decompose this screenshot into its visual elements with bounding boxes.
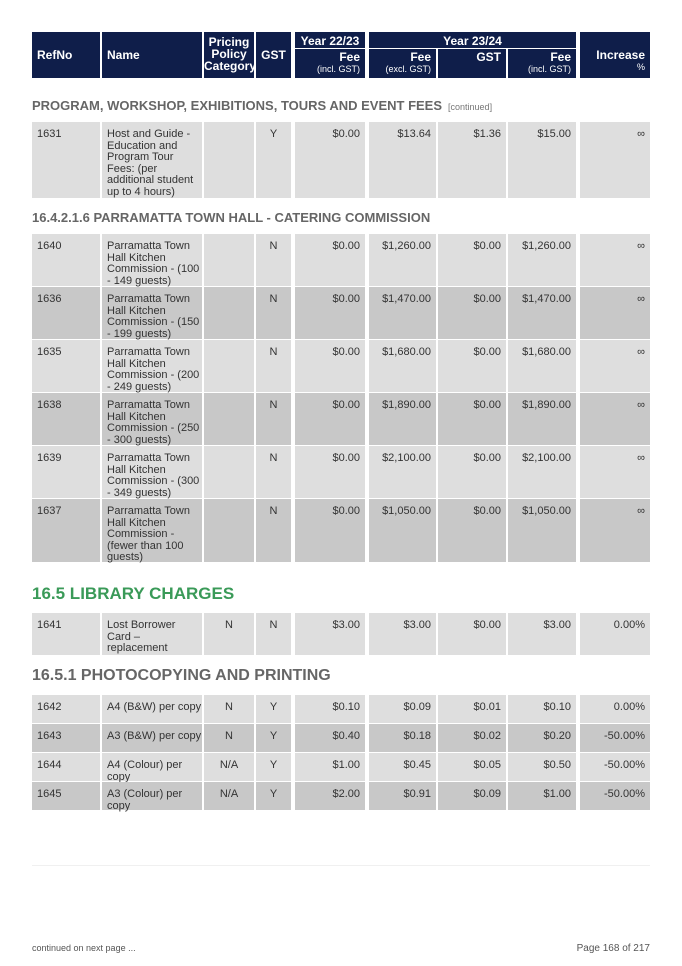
section-title-library-text: 16.5 LIBRARY CHARGES [32,584,235,603]
header-gst-label: GST [261,48,286,62]
cell-name: A4 (Colour) per copy [102,753,202,781]
cell-ref: 1639 [32,446,100,498]
cell-gstamt: $0.00 [438,340,506,392]
cell-ref: 1636 [32,287,100,339]
section-title-program-text: PROGRAM, WORKSHOP, EXHIBITIONS, TOURS AND EVENT FEES [32,98,443,113]
header-fee-incl [508,49,576,78]
cell-excl: $0.45 [369,753,436,781]
cell-name: A3 (B&W) per copy [102,724,202,752]
cell-incl: $15.00 [508,122,576,198]
cell-name: Parramatta Town Hall Kitchen Commission - (250 - 300 guests) [102,393,202,445]
cell-excl: $13.64 [369,122,436,198]
cell-gstamt: $1.36 [438,122,506,198]
cell-name: Parramatta Town Hall Kitchen Commission - (150 - 199 guests) [102,287,202,339]
cell-fee2223: $0.00 [295,393,365,445]
cell-gstamt: $0.00 [438,234,506,286]
section-title-program [32,98,492,113]
cell-ppc [204,287,254,339]
cell-inc: ∞ [580,234,650,286]
cell-ppc: N [204,613,254,655]
cell-name: A4 (B&W) per copy [102,695,202,723]
cell-gst: Y [256,782,291,810]
cell-gst: Y [256,122,291,198]
cell-ref: 1645 [32,782,100,810]
cell-ref: 1640 [32,234,100,286]
cell-ppc [204,122,254,198]
cell-ppc [204,340,254,392]
cell-gst: N [256,446,291,498]
cell-fee2223: $1.00 [295,753,365,781]
header-pricing-l2: Policy [211,47,247,61]
cell-gst: N [256,234,291,286]
header-fee-2223 [295,49,365,78]
header-pricing-policy [204,32,257,78]
cell-incl: $2,100.00 [508,446,576,498]
cell-fee2223: $0.00 [295,499,365,562]
cell-gst: N [256,393,291,445]
cell-incl: $0.20 [508,724,576,752]
cell-fee2223: $0.00 [295,122,365,198]
cell-gst: Y [256,695,291,723]
cell-gst: N [256,340,291,392]
section-title-photocopying [32,667,331,685]
continued-label: [continued] [448,102,493,112]
cell-excl: $1,260.00 [369,234,436,286]
cell-inc: ∞ [580,340,650,392]
header-fee-2223-sub: (incl. GST) [316,64,360,74]
header-pricing-l3: Category [204,59,257,73]
cell-gst: N [256,287,291,339]
cell-gstamt: $0.01 [438,695,506,723]
cell-excl: $0.91 [369,782,436,810]
cell-ppc: N/A [204,782,254,810]
cell-excl: $1,890.00 [369,393,436,445]
cell-ppc: N [204,724,254,752]
cell-inc: ∞ [580,393,650,445]
header-gst [256,32,291,78]
cell-excl: $0.18 [369,724,436,752]
cell-excl: $0.09 [369,695,436,723]
header-increase [580,32,650,78]
cell-gstamt: $0.00 [438,499,506,562]
cell-ref: 1642 [32,695,100,723]
header-year-2324-label: Year 23/24 [443,34,502,48]
cell-incl: $1,050.00 [508,499,576,562]
header-increase-label: Increase [596,48,645,62]
cell-ref: 1644 [32,753,100,781]
header-year-2223 [295,32,365,48]
header-pricing-l1: Pricing [208,35,250,49]
cell-inc: ∞ [580,499,650,562]
cell-gst: N [256,499,291,562]
cell-excl: $1,680.00 [369,340,436,392]
cell-incl: $3.00 [508,613,576,655]
cell-inc: 0.00% [580,613,650,655]
header-refno-label: RefNo [37,48,73,62]
cell-incl: $1.00 [508,782,576,810]
cell-gstamt: $0.09 [438,782,506,810]
cell-name: Host and Guide - Education and Program Tour Fees: (per additional student up to 4 hours) [102,122,202,198]
header-fee-2223-label: Fee [339,50,360,64]
cell-inc: ∞ [580,287,650,339]
cell-ppc [204,234,254,286]
cell-gstamt: $0.00 [438,446,506,498]
cell-fee2223: $0.00 [295,234,365,286]
cell-name: Lost Borrower Card – replacement [102,613,202,655]
header-increase-sub: % [636,62,645,72]
cell-inc: -50.00% [580,724,650,752]
divider [32,865,650,866]
cell-gstamt: $0.00 [438,287,506,339]
cell-ref: 1635 [32,340,100,392]
cell-fee2223: $0.00 [295,446,365,498]
cell-fee2223: $0.10 [295,695,365,723]
header-name-label: Name [107,48,140,62]
cell-gst: Y [256,724,291,752]
footer-page-number: Page 168 of 217 [576,943,650,954]
cell-name: Parramatta Town Hall Kitchen Commission - (fewer than 100 guests) [102,499,202,562]
cell-ref: 1631 [32,122,100,198]
cell-incl: $1,890.00 [508,393,576,445]
cell-ref: 1641 [32,613,100,655]
cell-name: Parramatta Town Hall Kitchen Commission - (300 - 349 guests) [102,446,202,498]
cell-incl: $1,680.00 [508,340,576,392]
section-title-photocopying-text: 16.5.1 PHOTOCOPYING AND PRINTING [32,667,331,684]
cell-incl: $1,260.00 [508,234,576,286]
cell-gstamt: $0.00 [438,393,506,445]
header-fee-incl-label: Fee [550,50,571,64]
header-year-2324 [369,32,576,48]
cell-excl: $2,100.00 [369,446,436,498]
cell-excl: $1,470.00 [369,287,436,339]
header-fee-incl-sub: (incl. GST) [527,64,571,74]
cell-fee2223: $0.00 [295,340,365,392]
cell-gstamt: $0.05 [438,753,506,781]
cell-fee2223: $0.00 [295,287,365,339]
cell-name: Parramatta Town Hall Kitchen Commission - (200 - 249 guests) [102,340,202,392]
cell-inc: ∞ [580,446,650,498]
cell-ppc [204,446,254,498]
cell-inc: 0.00% [580,695,650,723]
cell-fee2223: $3.00 [295,613,365,655]
header-name [102,32,202,78]
cell-inc: -50.00% [580,753,650,781]
header-fee-excl [369,49,436,78]
header-gst-amount-label: GST [476,50,501,64]
header-fee-excl-label: Fee [410,50,431,64]
header-year-2223-label: Year 22/23 [300,34,360,48]
cell-name: A3 (Colour) per copy [102,782,202,810]
cell-ppc: N [204,695,254,723]
cell-inc: -50.00% [580,782,650,810]
cell-excl: $3.00 [369,613,436,655]
cell-gst: Y [256,753,291,781]
header-fee-excl-sub: (excl. GST) [385,64,431,74]
cell-fee2223: $0.40 [295,724,365,752]
section-title-library [32,584,234,604]
section-title-catering [32,210,430,225]
cell-ppc: N/A [204,753,254,781]
cell-incl: $0.50 [508,753,576,781]
cell-excl: $1,050.00 [369,499,436,562]
section-title-catering-text: 16.4.2.1.6 PARRAMATTA TOWN HALL - CATERING COMMISSION [32,210,431,225]
cell-ppc [204,499,254,562]
cell-gst: N [256,613,291,655]
cell-gstamt: $0.02 [438,724,506,752]
cell-ref: 1637 [32,499,100,562]
header-refno [32,32,100,78]
header-gst-amount [438,49,506,78]
cell-ppc [204,393,254,445]
cell-ref: 1643 [32,724,100,752]
footer-continued: continued on next page ... [32,943,136,953]
cell-gstamt: $0.00 [438,613,506,655]
cell-inc: ∞ [580,122,650,198]
cell-name: Parramatta Town Hall Kitchen Commission - (100 - 149 guests) [102,234,202,286]
cell-ref: 1638 [32,393,100,445]
cell-incl: $0.10 [508,695,576,723]
cell-fee2223: $2.00 [295,782,365,810]
cell-incl: $1,470.00 [508,287,576,339]
